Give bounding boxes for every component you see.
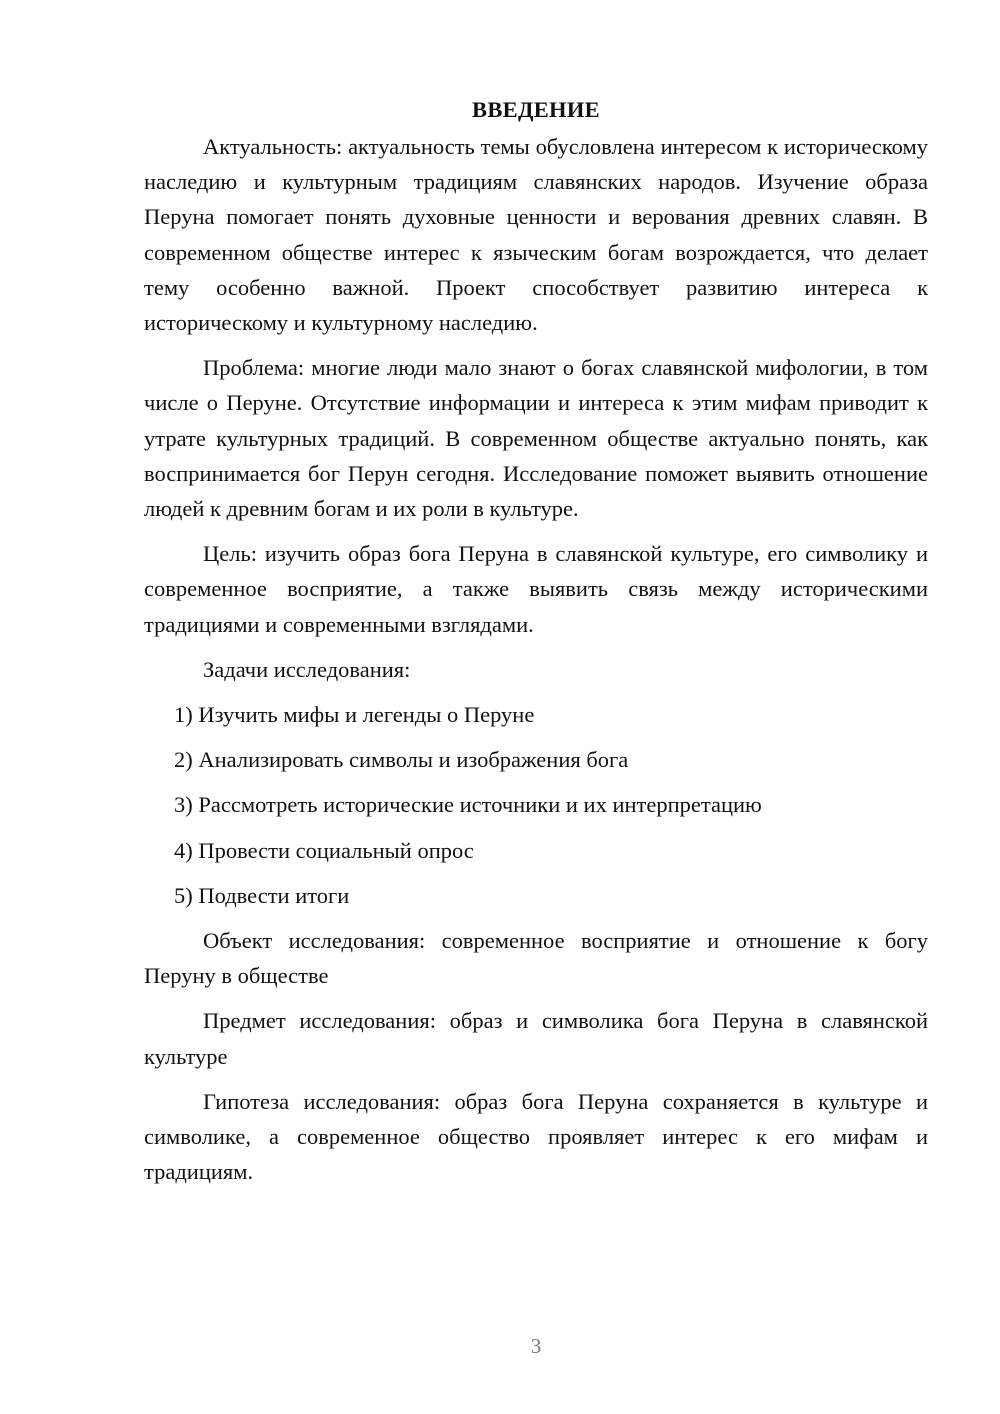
- relevance-paragraph: Актуальность: актуальность темы обусловлена интересом к историческому наследию и культурным традициям славянских народов. Изучение образа Перуна помогает понять духовные ценности и верования древних славян. В современном обществе интерес к языческим богам возрождается, что делает тему особенно важной. Проект способствует развитию интереса к историческому и культурному наследию.: [144, 134, 928, 336]
- tasks-heading: Задачи исследования:: [203, 656, 411, 682]
- page-number: 3: [530, 1334, 542, 1358]
- list-item: 1) Изучить мифы и легенды о Перуне: [174, 702, 535, 728]
- list-item: 4) Провести социальный опрос: [174, 837, 474, 863]
- tasks-list: [144, 697, 928, 913]
- list-item: 5) Подвести итоги: [174, 882, 350, 908]
- page-body: [144, 92, 928, 1199]
- subject-paragraph: Предмет исследования: образ и символика бога Перуна в славянской культуре: [144, 1008, 928, 1069]
- goal-paragraph: Цель: изучить образ бога Перуна в славянской культуре, его символику и современное восприятие, а также выявить связь между историческими традициями и современными взглядами.: [144, 541, 928, 637]
- hypothesis-paragraph: Гипотеза исследования: образ бога Перуна сохраняется в культуре и символике, а современное общество проявляет интерес к его мифам и традициям.: [144, 1088, 928, 1185]
- problem-paragraph: Проблема: многие люди мало знают о богах славянской мифологии, в том числе о Перуне. Отсутствие информации и интереса к этим мифам приводит к утрате культурных традиций. В современном обществе актуально понять, как воспринимается бог Перун сегодня. Исследование поможет выявить отношение людей к древним богам и их роли в культуре.: [144, 355, 928, 522]
- object-paragraph: Объект исследования: современное восприятие и отношение к богу Перуну в обществе: [144, 928, 928, 989]
- list-item: 3) Рассмотреть исторические источники и их интерпретацию: [174, 792, 762, 818]
- section-heading: ВВЕДЕНИЕ: [472, 97, 600, 122]
- list-item: 2) Анализировать символы и изображения бога: [174, 747, 629, 773]
